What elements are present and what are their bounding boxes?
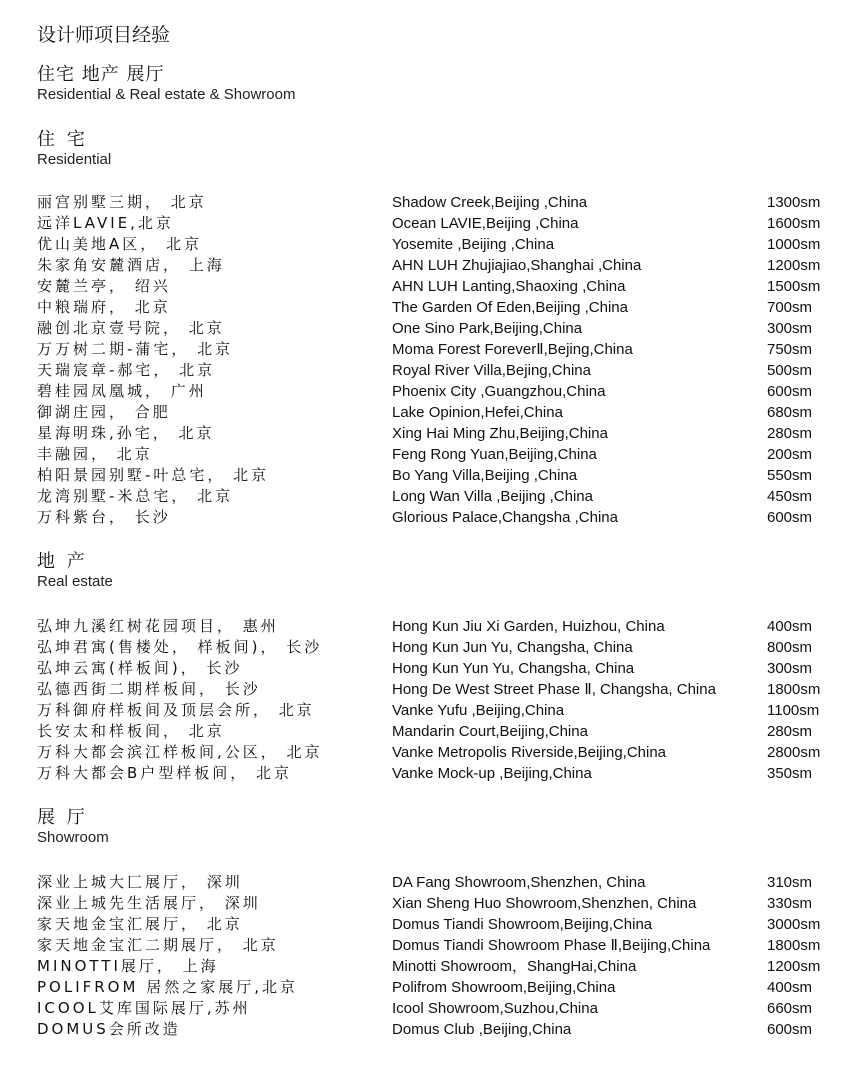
- project-name-en: Glorious Palace,Changsha ,China: [392, 509, 618, 526]
- project-area: 550sm: [767, 467, 813, 484]
- project-name-cn: 远洋LAVIE,北京: [37, 214, 174, 232]
- section-title-en: Residential: [37, 151, 112, 168]
- project-name-en: Moma Forest ForeverⅡ,Bejing,China: [392, 341, 633, 358]
- project-name-cn: 万科紫台， 长沙: [37, 508, 171, 526]
- section-title-cn: 住 宅: [37, 129, 88, 150]
- project-name-cn: 弘坤君寓(售楼处， 样板间)， 长沙: [37, 638, 323, 656]
- project-row: [37, 423, 837, 444]
- project-area: 330sm: [767, 895, 813, 912]
- project-area: 350sm: [767, 765, 813, 782]
- project-area: 1500sm: [767, 278, 821, 295]
- project-name-en: DA Fang Showroom,Shenzhen, China: [392, 874, 646, 891]
- project-name-en: Polifrom Showroom,Beijing,China: [392, 979, 616, 996]
- project-name-cn: 深业上城大匚展厅， 深圳: [37, 873, 243, 891]
- section-title-cn: 地 产: [37, 551, 88, 572]
- project-row: [37, 465, 837, 486]
- project-row: [37, 956, 837, 977]
- project-name-cn: 弘坤云寓(样板间)， 长沙: [37, 659, 243, 677]
- section-title-cn: 展 厅: [37, 807, 88, 828]
- project-name-cn: 家天地金宝汇二期展厅， 北京: [37, 936, 279, 954]
- project-row: [37, 276, 837, 297]
- project-row: [37, 1019, 837, 1040]
- section-real-estate: [37, 551, 837, 784]
- project-name-cn: 中粮瑞府， 北京: [37, 298, 171, 316]
- project-area: 600sm: [767, 1021, 813, 1038]
- project-area: 800sm: [767, 639, 813, 656]
- project-name-cn: 御湖庄园， 合肥: [37, 403, 171, 421]
- project-row: [37, 360, 837, 381]
- project-name-en: Domus Club ,Beijing,China: [392, 1021, 572, 1038]
- project-name-en: Long Wan Villa ,Beijing ,China: [392, 488, 593, 505]
- project-name-cn: 万科大都会B户型样板间， 北京: [37, 764, 293, 782]
- project-row: [37, 935, 837, 956]
- section-residential: [37, 129, 837, 528]
- project-name-cn: 丽宫别墅三期， 北京: [37, 193, 207, 211]
- project-name-en: Yosemite ,Beijing ,China: [392, 236, 555, 253]
- project-row: [37, 402, 837, 423]
- project-name-en: Domus Tiandi Showroom,Beijing,China: [392, 916, 653, 933]
- project-name-en: Hong De West Street Phase Ⅱ, Changsha, China: [392, 681, 716, 698]
- project-name-en: Phoenix City ,Guangzhou,China: [392, 383, 606, 400]
- project-name-en: AHN LUH Lanting,Shaoxing ,China: [392, 278, 626, 295]
- project-name-en: Bo Yang Villa,Beijing ,China: [392, 467, 578, 484]
- project-area: 660sm: [767, 1000, 813, 1017]
- project-name-cn: 柏阳景园别墅-叶总宅， 北京: [37, 466, 270, 484]
- hero-title-cn: 住宅 地产 展厅: [37, 64, 165, 85]
- project-area: 750sm: [767, 341, 813, 358]
- project-row: [37, 679, 837, 700]
- hero-title-en: Residential & Real estate & Showroom: [37, 86, 296, 103]
- project-area: 310sm: [767, 874, 813, 891]
- project-area: 300sm: [767, 660, 813, 677]
- project-name-en: Domus Tiandi Showroom Phase Ⅱ,Beijing,China: [392, 937, 711, 954]
- project-name-cn: DOMUS会所改造: [37, 1020, 181, 1038]
- section-title-en: Showroom: [37, 829, 109, 846]
- project-area: 300sm: [767, 320, 813, 337]
- project-name-cn: 天瑞宸章-郝宅， 北京: [37, 361, 216, 379]
- project-area: 400sm: [767, 618, 813, 635]
- project-area: 400sm: [767, 979, 813, 996]
- project-name-cn: 丰融园， 北京: [37, 445, 153, 463]
- project-area: 1800sm: [767, 681, 821, 698]
- project-name-en: Xian Sheng Huo Showroom,Shenzhen, China: [392, 895, 697, 912]
- project-area: 500sm: [767, 362, 813, 379]
- section-title-en: Real estate: [37, 573, 113, 590]
- project-row: [37, 318, 837, 339]
- project-name-en: Minotti Showroom，ShangHai,China: [392, 958, 637, 975]
- project-list: [37, 192, 837, 528]
- project-area: 1800sm: [767, 937, 821, 954]
- project-name-cn: ICOOL艾库国际展厅,苏州: [37, 999, 251, 1017]
- project-name-cn: 优山美地A区， 北京: [37, 235, 203, 253]
- project-row: [37, 893, 837, 914]
- project-name-cn: 万科御府样板间及顶层会所， 北京: [37, 701, 315, 719]
- project-row: [37, 616, 837, 637]
- project-area: 1100sm: [767, 702, 820, 719]
- project-list: [37, 616, 837, 784]
- project-area: 1200sm: [767, 257, 821, 274]
- project-area: 2800sm: [767, 744, 821, 761]
- project-name-en: Xing Hai Ming Zhu,Beijing,China: [392, 425, 608, 442]
- project-area: 1200sm: [767, 958, 821, 975]
- project-name-en: Hong Kun Yun Yu, Changsha, China: [392, 660, 635, 677]
- project-name-en: Hong Kun Jiu Xi Garden, Huizhou, China: [392, 618, 665, 635]
- project-name-en: Vanke Yufu ,Beijing,China: [392, 702, 565, 719]
- project-name-cn: 弘坤九溪红树花园项目， 惠州: [37, 617, 279, 635]
- page-title: 设计师项目经验: [37, 24, 171, 46]
- section-showroom: [37, 807, 837, 1040]
- project-name-cn: 万万树二期-蒲宅， 北京: [37, 340, 234, 358]
- project-row: [37, 721, 837, 742]
- project-row: [37, 213, 837, 234]
- project-row: [37, 297, 837, 318]
- project-row: [37, 998, 837, 1019]
- project-name-en: Lake Opinion,Hefei,China: [392, 404, 563, 421]
- project-row: [37, 872, 837, 893]
- project-row: [37, 339, 837, 360]
- project-row: [37, 914, 837, 935]
- project-area: 700sm: [767, 299, 813, 316]
- project-area: 600sm: [767, 383, 813, 400]
- project-row: [37, 763, 837, 784]
- project-name-en: AHN LUH Zhujiajiao,Shanghai ,China: [392, 257, 642, 274]
- project-list: [37, 872, 837, 1040]
- project-name-cn: 龙湾别墅-米总宅， 北京: [37, 487, 234, 505]
- project-name-en: Feng Rong Yuan,Beijing,China: [392, 446, 597, 463]
- project-row: [37, 658, 837, 679]
- project-name-en: Hong Kun Jun Yu, Changsha, China: [392, 639, 633, 656]
- project-area: 680sm: [767, 404, 813, 421]
- resume-page: [37, 22, 837, 1040]
- project-name-cn: 长安太和样板间， 北京: [37, 722, 225, 740]
- project-row: [37, 637, 837, 658]
- project-row: [37, 381, 837, 402]
- project-row: [37, 977, 837, 998]
- project-name-cn: 弘德西街二期样板间， 长沙: [37, 680, 261, 698]
- project-name-en: Vanke Metropolis Riverside,Beijing,China: [392, 744, 667, 761]
- project-name-en: Icool Showroom,Suzhou,China: [392, 1000, 598, 1017]
- project-area: 200sm: [767, 446, 813, 463]
- project-name-en: The Garden Of Eden,Beijing ,China: [392, 299, 628, 316]
- project-name-cn: 融创北京壹号院， 北京: [37, 319, 225, 337]
- project-name-cn: 家天地金宝汇展厅， 北京: [37, 915, 243, 933]
- project-row: [37, 486, 837, 507]
- project-area: 600sm: [767, 509, 813, 526]
- project-area: 1300sm: [767, 194, 821, 211]
- project-row: [37, 700, 837, 721]
- project-area: 1000sm: [767, 236, 821, 253]
- project-name-en: One Sino Park,Beijing,China: [392, 320, 583, 337]
- project-row: [37, 742, 837, 763]
- hero-heading: [37, 64, 837, 104]
- project-name-en: Mandarin Court,Beijing,China: [392, 723, 588, 740]
- project-row: [37, 192, 837, 213]
- project-area: 280sm: [767, 425, 813, 442]
- project-name-cn: 碧桂园凤凰城， 广州: [37, 382, 207, 400]
- project-area: 280sm: [767, 723, 813, 740]
- project-name-en: Shadow Creek,Beijing ,China: [392, 194, 588, 211]
- project-area: 450sm: [767, 488, 813, 505]
- project-name-en: Royal River Villa,Bejing,China: [392, 362, 591, 379]
- project-name-en: Vanke Mock-up ,Beijing,China: [392, 765, 592, 782]
- project-name-cn: 星海明珠,孙宅， 北京: [37, 424, 215, 442]
- project-name-en: Ocean LAVIE,Beijing ,China: [392, 215, 579, 232]
- project-name-cn: 深业上城先生活展厅， 深圳: [37, 894, 261, 912]
- project-row: [37, 444, 837, 465]
- project-row: [37, 507, 837, 528]
- project-sections: [37, 129, 837, 1040]
- project-row: [37, 255, 837, 276]
- project-name-cn: POLIFROM 居然之家展厅,北京: [37, 978, 298, 996]
- project-name-cn: MINOTTI展厅， 上海: [37, 957, 219, 975]
- project-name-cn: 万科大都会滨江样板间,公区， 北京: [37, 743, 323, 761]
- project-area: 1600sm: [767, 215, 821, 232]
- project-name-cn: 朱家角安麓酒店， 上海: [37, 256, 225, 274]
- project-name-cn: 安麓兰亭， 绍兴: [37, 277, 171, 295]
- project-area: 3000sm: [767, 916, 821, 933]
- project-row: [37, 234, 837, 255]
